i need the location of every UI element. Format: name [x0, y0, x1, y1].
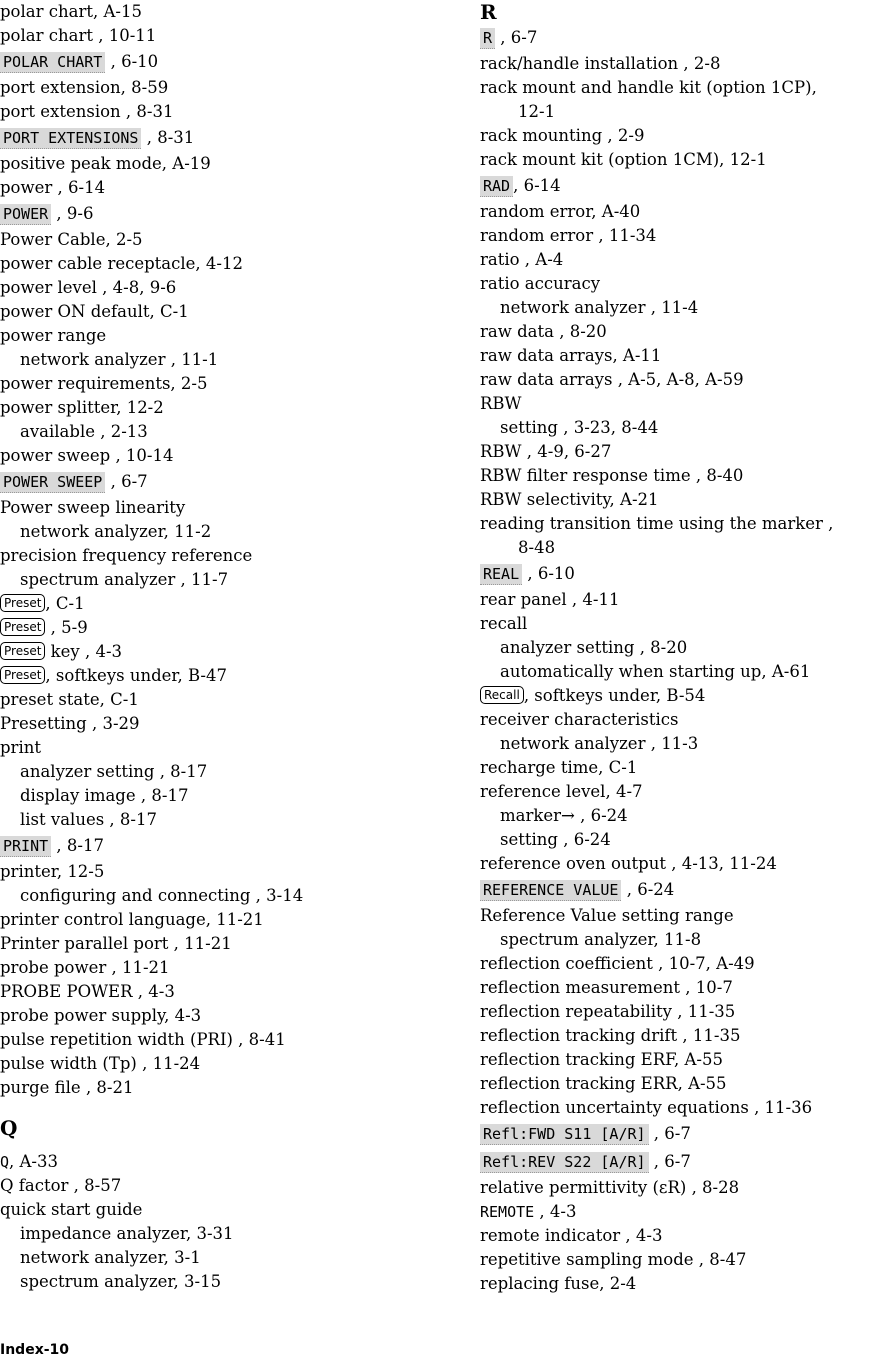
page-number: Index-10 [0, 1342, 70, 1358]
left-column [0, 0, 440, 1294]
index-entry [0, 832, 440, 860]
entry-text: reflection repeatability , 11-35 [480, 1002, 736, 1021]
entry-text: , 6-7 [105, 472, 148, 491]
section-gap [0, 1100, 440, 1116]
entry-text: raw data arrays, A-11 [480, 346, 662, 365]
entry-text: , softkeys under, B-54 [523, 686, 706, 705]
index-entry [480, 488, 872, 512]
entry-text: purge file , 8-21 [0, 1078, 134, 1097]
entry-text: power cable receptacle, 4-12 [0, 254, 243, 273]
index-entry [0, 688, 440, 712]
softkey-label: REFERENCE VALUE [480, 880, 621, 901]
index-entry [0, 48, 440, 76]
index-entry [0, 444, 440, 468]
entry-text: power sweep , 10-14 [0, 446, 174, 465]
entry-text: quick start guide [0, 1200, 143, 1219]
index-entry [480, 24, 872, 52]
entry-text: PROBE POWER , 4-3 [0, 982, 175, 1001]
index-entry [0, 372, 440, 396]
entry-text: network analyzer , 11-4 [500, 298, 699, 317]
index-entry [0, 1052, 440, 1076]
right-column [480, 0, 872, 1296]
entry-text: , 6-10 [105, 52, 159, 71]
softkey-label: R [480, 28, 495, 49]
entry-text: port extension , 8-31 [0, 102, 174, 121]
index-entry [0, 0, 440, 24]
entry-text: , 8-17 [51, 836, 104, 855]
index-entry [0, 1222, 440, 1246]
section-letter-r: R [480, 0, 497, 24]
entry-text: rear panel , 4-11 [480, 590, 620, 609]
index-entry [480, 660, 872, 684]
entry-text: random error, A-40 [480, 202, 641, 221]
entry-text: polar chart , 10-11 [0, 26, 157, 45]
index-entry [480, 756, 872, 780]
entry-text: , 9-6 [51, 204, 94, 223]
index-entry [0, 616, 440, 640]
index-entry [0, 276, 440, 300]
entry-text: precision frequency reference [0, 546, 253, 565]
section-letter-q: Q [0, 1116, 18, 1140]
index-entry [480, 732, 872, 756]
hardkey-label: Preset [0, 642, 45, 660]
index-entry [0, 1028, 440, 1052]
entry-text: , A-33 [9, 1152, 59, 1171]
index-entry [480, 976, 872, 1000]
index-entry [480, 1024, 872, 1048]
index-entry [480, 1272, 872, 1296]
index-entry [480, 684, 872, 708]
index-entry [0, 712, 440, 736]
entry-text: marker→ , 6-24 [500, 806, 628, 825]
entry-text: , softkeys under, B-47 [45, 666, 227, 685]
entry-text: configuring and connecting , 3-14 [20, 886, 304, 905]
index-entry [0, 176, 440, 200]
index-entry [0, 76, 440, 100]
entry-text: network analyzer , 11-3 [500, 734, 699, 753]
entry-text: Presetting , 3-29 [0, 714, 140, 733]
entry-text: power range [0, 326, 107, 345]
index-entry [480, 904, 872, 928]
entry-text: Reference Value setting range [480, 906, 734, 925]
index-entry [480, 148, 872, 172]
entry-text: spectrum analyzer , 11-7 [20, 570, 229, 589]
entry-text: rack/handle installation , 2-8 [480, 54, 721, 73]
index-entry [0, 468, 440, 496]
index-entry [0, 1198, 440, 1222]
entry-text: ratio accuracy [480, 274, 601, 293]
entry-text: probe power , 11-21 [0, 958, 170, 977]
entry-text: , 8-31 [141, 128, 195, 147]
index-entry [480, 1176, 872, 1200]
entry-text: reading transition time using the marker , [480, 514, 834, 533]
index-entry [480, 852, 872, 876]
index-entry [480, 1200, 872, 1224]
index-entry [480, 708, 872, 732]
index-entry [0, 124, 440, 152]
index-entry [0, 1246, 440, 1270]
hardkey-label: Preset [0, 666, 45, 684]
section-gap [0, 1140, 440, 1150]
index-entry [0, 760, 440, 784]
index-entry [0, 640, 440, 664]
index-entry [0, 252, 440, 276]
entry-text: network analyzer, 11-2 [20, 522, 212, 541]
index-entry [0, 24, 440, 48]
entry-text: replacing fuse, 2-4 [480, 1274, 637, 1293]
entry-text: network analyzer , 11-1 [20, 350, 219, 369]
index-entry [0, 100, 440, 124]
index-entry [480, 1048, 872, 1072]
index-entry [480, 172, 872, 200]
index-entry [480, 52, 872, 76]
index-entry [480, 952, 872, 976]
index-entry [480, 1224, 872, 1248]
index-entry [0, 808, 440, 832]
index-entry [480, 588, 872, 612]
index-entry [480, 560, 872, 588]
entry-text: pulse repetition width (PRI) , 8-41 [0, 1030, 286, 1049]
entry-text: probe power supply, 4-3 [0, 1006, 202, 1025]
entry-text: recharge time, C-1 [480, 758, 638, 777]
entry-text: remote indicator , 4-3 [480, 1226, 663, 1245]
entry-text: Q factor , 8-57 [0, 1176, 122, 1195]
index-entry [480, 344, 872, 368]
index-entry [480, 76, 872, 124]
index-entry [0, 324, 440, 348]
softkey-label: REAL [480, 564, 522, 585]
entry-text: display image , 8-17 [20, 786, 189, 805]
index-entry [480, 1096, 872, 1120]
entry-text: ratio , A-4 [480, 250, 564, 269]
index-entry [480, 320, 872, 344]
entry-text: repetitive sampling mode , 8-47 [480, 1250, 747, 1269]
index-entry [0, 348, 440, 372]
entry-text: , 6-14 [513, 176, 561, 195]
entry-text: raw data , 8-20 [480, 322, 607, 341]
entry-text: reflection uncertainty equations , 11-36 [480, 1098, 813, 1117]
softkey-label: POWER SWEEP [0, 472, 105, 493]
index-entry [480, 636, 872, 660]
entry-text: pulse width (Tp) , 11-24 [0, 1054, 201, 1073]
index-entry [0, 908, 440, 932]
softkey-label: PRINT [0, 836, 51, 857]
index-entry [0, 520, 440, 544]
entry-text: reference level, 4-7 [480, 782, 643, 801]
entry-text: preset state, C-1 [0, 690, 139, 709]
index-entry [480, 248, 872, 272]
entry-text: setting , 6-24 [500, 830, 611, 849]
hardkey-label: Preset [0, 594, 45, 612]
index-entry [480, 1148, 872, 1176]
entry-text: rack mount kit (option 1CM), 12-1 [480, 150, 767, 169]
entry-text: reflection coefficient , 10-7, A-49 [480, 954, 755, 973]
index-entry [480, 392, 872, 416]
index-entry [0, 228, 440, 252]
entry-text: printer control language, 11-21 [0, 910, 264, 929]
index-entry [0, 736, 440, 760]
index-entry [0, 568, 440, 592]
index-entry [480, 296, 872, 320]
index-entry [0, 860, 440, 884]
index-entry [0, 544, 440, 568]
index-entry [480, 224, 872, 248]
entry-text: print [0, 738, 41, 757]
index-entry [480, 612, 872, 636]
index-entry [0, 884, 440, 908]
entry-text: rack mounting , 2-9 [480, 126, 645, 145]
index-entry [480, 272, 872, 296]
index-entry [0, 784, 440, 808]
index-entry [480, 512, 872, 560]
index-entry [480, 876, 872, 904]
index-entry [0, 1270, 440, 1294]
entry-text: power splitter, 12-2 [0, 398, 164, 417]
entry-text: positive peak mode, A-19 [0, 154, 211, 173]
hardkey-label: Recall [480, 686, 524, 704]
index-entry [0, 1150, 440, 1174]
entry-text: impedance analyzer, 3-31 [20, 1224, 234, 1243]
softkey-label: Refl:FWD S11 [A/R] [480, 1124, 649, 1145]
entry-text: analyzer setting , 8-20 [500, 638, 688, 657]
index-entry [0, 152, 440, 176]
entry-text: printer, 12-5 [0, 862, 105, 881]
entry-text: RBW filter response time , 8-40 [480, 466, 744, 485]
index-entry [480, 440, 872, 464]
entry-text: automatically when starting up, A-61 [500, 662, 811, 681]
entry-text: spectrum analyzer, 3-15 [20, 1272, 222, 1291]
entry-text: setting , 3-23, 8-44 [500, 418, 659, 437]
page-footer [0, 1340, 69, 1360]
annotation-label: REMOTE [480, 1203, 535, 1221]
index-entry [480, 804, 872, 828]
entry-text: RBW , 4-9, 6-27 [480, 442, 612, 461]
index-entry [0, 1076, 440, 1100]
entry-text: list values , 8-17 [20, 810, 157, 829]
index-entry [0, 1004, 440, 1028]
entry-text: power , 6-14 [0, 178, 106, 197]
index-entry [0, 664, 440, 688]
hardkey-label: Preset [0, 618, 45, 636]
entry-text: reflection tracking ERF, A-55 [480, 1050, 724, 1069]
entry-text: , 6-7 [495, 28, 538, 47]
entry-text: , 4-3 [534, 1202, 577, 1221]
index-entry [0, 932, 440, 956]
entry-text: power level , 4-8, 9-6 [0, 278, 177, 297]
entry-text: , 6-10 [522, 564, 575, 583]
entry-text: , 6-24 [621, 880, 675, 899]
index-entry [480, 464, 872, 488]
entry-text: Power Cable, 2-5 [0, 230, 143, 249]
index-entry [0, 396, 440, 420]
entry-text: RBW selectivity, A-21 [480, 490, 659, 509]
index-entry [480, 368, 872, 392]
index-entry [480, 416, 872, 440]
softkey-label: POWER [0, 204, 51, 225]
entry-text: relative permittivity (εR) , 8-28 [480, 1178, 740, 1197]
entry-text: receiver characteristics [480, 710, 679, 729]
entry-text: , 6-7 [648, 1152, 691, 1171]
entry-text: reflection measurement , 10-7 [480, 978, 733, 997]
entry-text: polar chart, A-15 [0, 2, 142, 21]
index-entry [0, 980, 440, 1004]
annotation-label: Q [0, 1153, 10, 1171]
softkey-label: POLAR CHART [0, 52, 105, 73]
entry-text: RBW [480, 394, 522, 413]
entry-text: , 5-9 [45, 618, 88, 637]
index-entry [480, 828, 872, 852]
entry-text: port extension, 8-59 [0, 78, 169, 97]
index-entry [480, 780, 872, 804]
index-entry [0, 592, 440, 616]
index-entry [480, 1000, 872, 1024]
entry-text: reflection tracking ERR, A-55 [480, 1074, 727, 1093]
entry-text: network analyzer, 3-1 [20, 1248, 201, 1267]
index-entry [480, 200, 872, 224]
entry-text: analyzer setting , 8-17 [20, 762, 208, 781]
index-entry [0, 1174, 440, 1198]
entry-text: , C-1 [45, 594, 85, 613]
index-entry [0, 956, 440, 980]
entry-continuation: 12-1 [518, 102, 556, 121]
index-entry [480, 1248, 872, 1272]
index-entry [480, 1072, 872, 1096]
index-entry [480, 124, 872, 148]
entry-text: available , 2-13 [20, 422, 148, 441]
entry-text: rack mount and handle kit (option 1CP), [480, 78, 817, 97]
index-entry [0, 200, 440, 228]
index-entry [480, 928, 872, 952]
index-entry [480, 1120, 872, 1148]
entry-text: reflection tracking drift , 11-35 [480, 1026, 741, 1045]
entry-continuation: 8-48 [518, 538, 556, 557]
entry-text: Printer parallel port , 11-21 [0, 934, 232, 953]
softkey-label: RAD [480, 176, 513, 197]
index-entry [0, 300, 440, 324]
index-entry [0, 496, 440, 520]
index-entry [0, 420, 440, 444]
entry-text: power requirements, 2-5 [0, 374, 208, 393]
softkey-label: Refl:REV S22 [A/R] [480, 1152, 649, 1173]
softkey-label: PORT EXTENSIONS [0, 128, 141, 149]
entry-text: random error , 11-34 [480, 226, 657, 245]
entry-text: spectrum analyzer, 11-8 [500, 930, 702, 949]
entry-text: recall [480, 614, 528, 633]
entry-text: Power sweep linearity [0, 498, 186, 517]
entry-text: , 6-7 [648, 1124, 691, 1143]
entry-text: power ON default, C-1 [0, 302, 189, 321]
entry-text: key , 4-3 [45, 642, 123, 661]
entry-text: reference oven output , 4-13, 11-24 [480, 854, 777, 873]
entry-text: raw data arrays , A-5, A-8, A-59 [480, 370, 744, 389]
